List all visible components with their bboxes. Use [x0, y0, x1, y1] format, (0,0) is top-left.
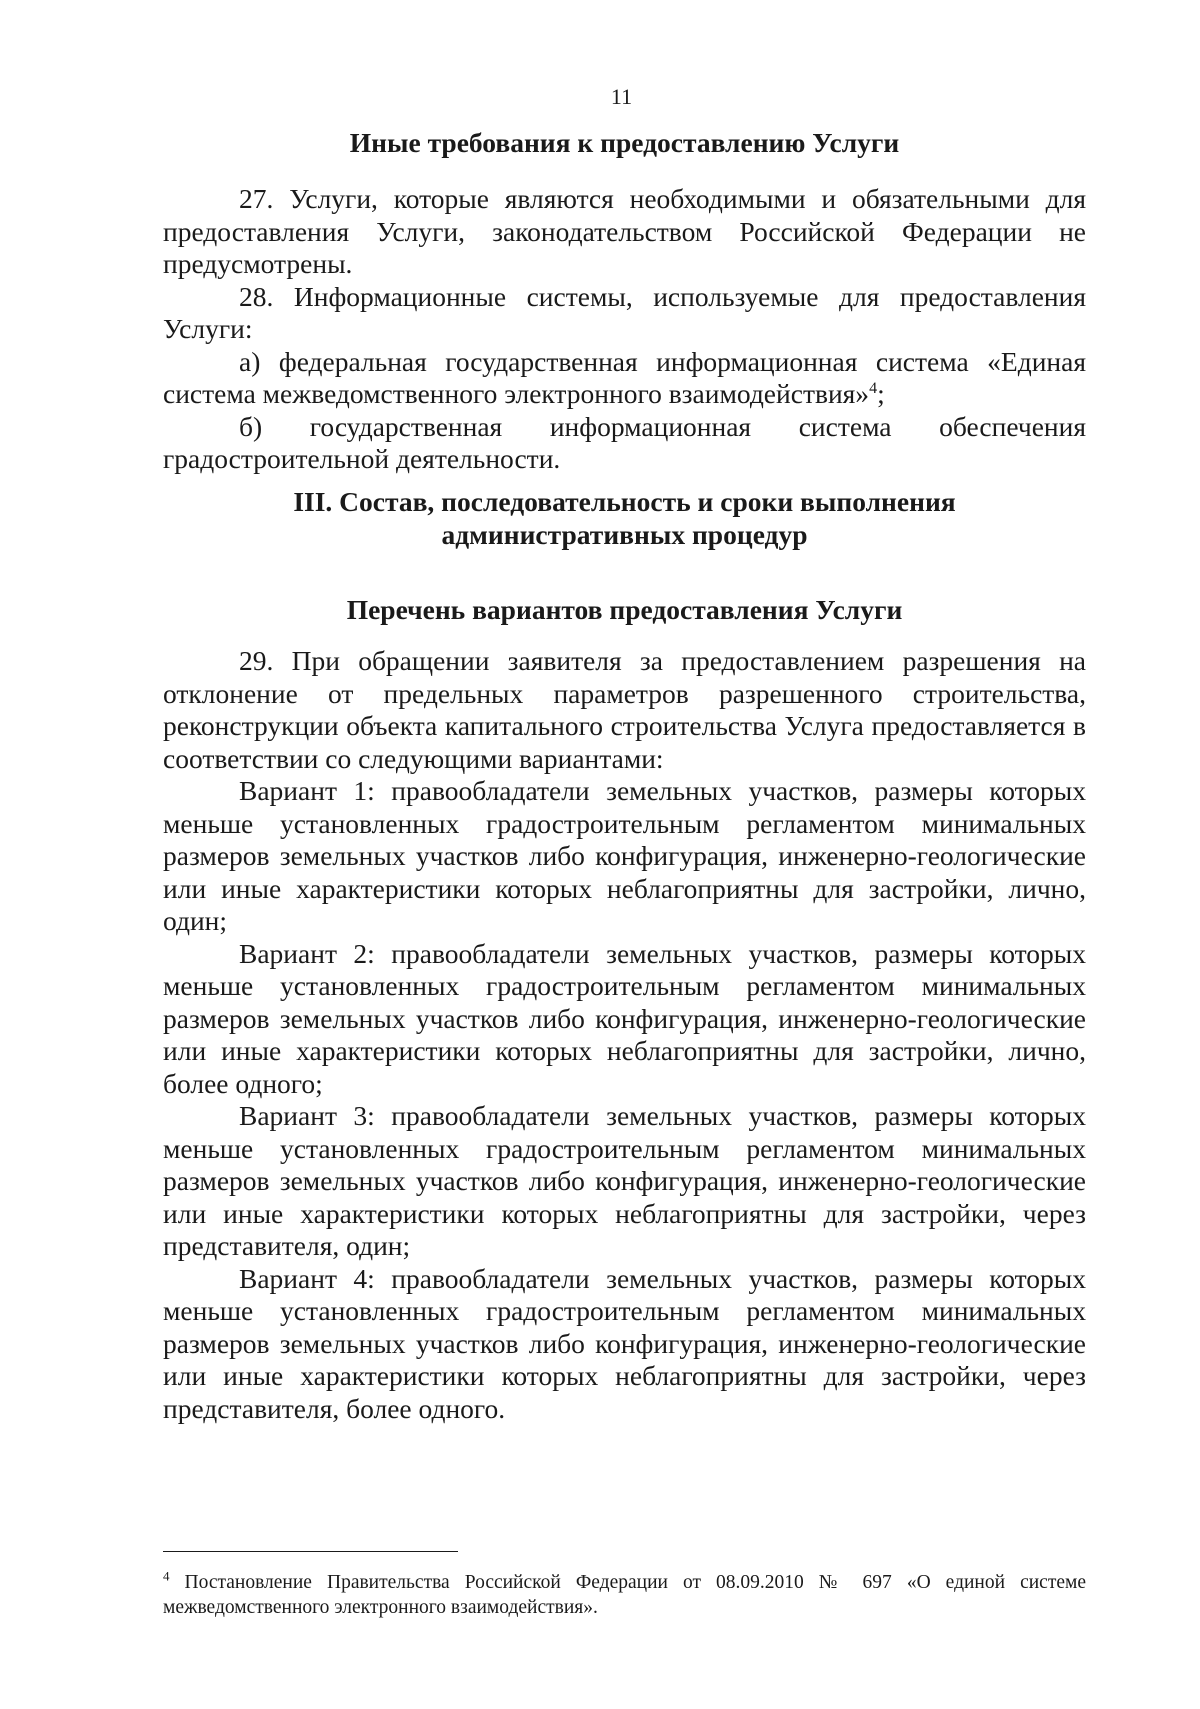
section-variants: [163, 594, 1086, 627]
footnote-text: Постановление Правительства Российской Федерации от 08.09.2010 № 697 «О единой системе межведомственного электронного взаимодействия».: [163, 1572, 1086, 1618]
variant-2: Вариант 2: правообладатели земельных участков, размеры которых меньше установленных градостроительным регламентом минимальных размеров земельных участков либо конфигурация, инженерно-геологические или иные характеристики которых неблагоприятны для застройки, лично, более одного;: [163, 937, 1086, 1099]
footnote-reference: 4: [869, 379, 878, 397]
variants-body: [163, 645, 1086, 1425]
other-requirements-body: [163, 183, 1086, 476]
section-heading-other-requirements: Иные требования к предоставлению Услуги: [349, 127, 900, 158]
footnote-separator: [163, 1551, 458, 1552]
footnote: [163, 1570, 1086, 1620]
chapter-3-title-line-2: административных процедур: [441, 518, 808, 550]
page-number: 11: [610, 84, 633, 109]
paragraph-28-a-text: а) федеральная государственная информационная система «Единая система межведомственного электронного взаимодействия»: [163, 345, 1086, 409]
paragraph-28-b: б) государственная информационная система обеспечения градостроительной деятельности.: [163, 410, 1086, 474]
paragraph-28-a: [163, 346, 1086, 411]
paragraph-29: 29. При обращении заявителя за предоставлением разрешения на отклонение от предельных параметров разрешенного строительства, реконструкции объекта капитального строительства Услуга предоставляется в соответствии со следующими вариантами:: [163, 645, 1086, 774]
chapter-3-heading: [163, 486, 1086, 551]
variant-4: Вариант 4: правообладатели земельных участков, размеры которых меньше установленных градостроительным регламентом минимальных размеров земельных участков либо конфигурация, инженерно-геологические или иные характеристики которых неблагоприятны для застройки, через представителя, более одного.: [163, 1262, 1086, 1424]
footnote-marker: 4: [163, 1568, 170, 1584]
paragraph-27: 27. Услуги, которые являются необходимыми и обязательными для предоставления Услуги, законодательством Российской Федерации не предусмотрены.: [163, 183, 1086, 279]
section-other-requirements: [163, 127, 1086, 160]
variant-1: Вариант 1: правообладатели земельных участков, размеры которых меньше установленных градостроительным регламентом минимальных размеров земельных участков либо конфигурация, инженерно-геологические или иные характеристики которых неблагоприятны для застройки, лично, один;: [163, 775, 1086, 936]
paragraph-28-a-tail: ;: [877, 378, 885, 409]
variant-3: Вариант 3: правообладатели земельных участков, размеры которых меньше установленных градостроительным регламентом минимальных размеров земельных участков либо конфигурация, инженерно-геологические или иные характеристики которых неблагоприятны для застройки, через представителя, один;: [163, 1100, 1086, 1261]
section-heading-variants: Перечень вариантов предоставления Услуги: [346, 594, 903, 625]
chapter-3-title-line-1: III. Состав, последовательность и сроки выполнения: [293, 486, 956, 517]
paragraph-28: 28. Информационные системы, используемые для предоставления Услуги:: [163, 280, 1086, 344]
